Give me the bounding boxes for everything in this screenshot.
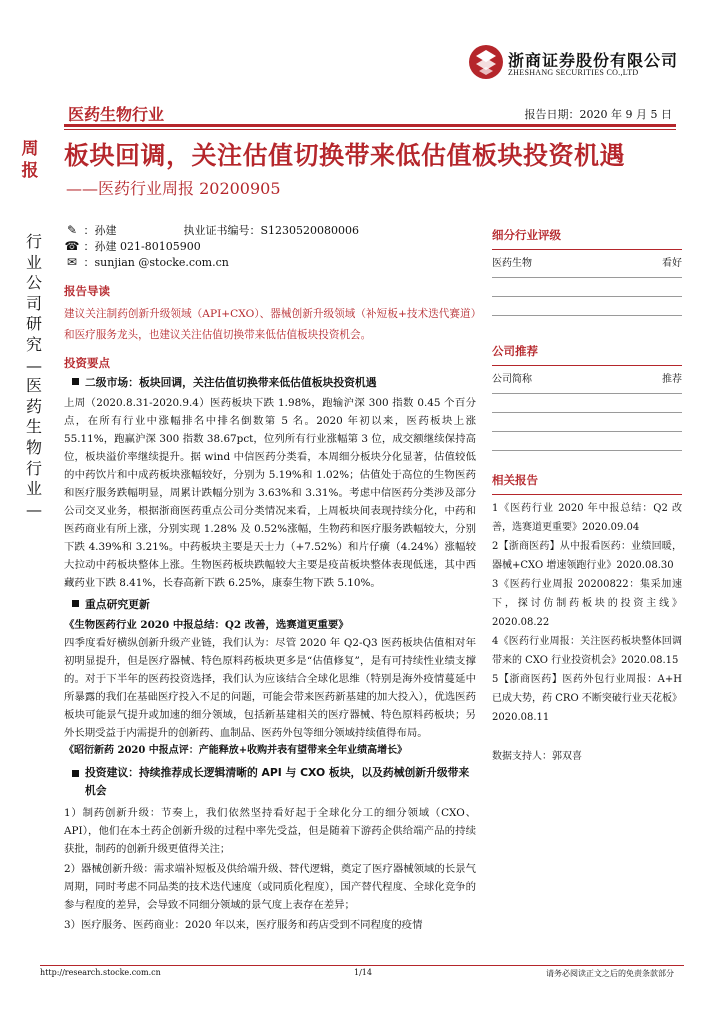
rating-sector: 医药生物 <box>492 258 532 269</box>
advice-item-2: 2）器械创新升级：需求端补短板及供给端升级、替代逻辑，奠定了医疗器械领域的长景气周期，同时考虑不同品类的技术迭代速度（或同质化程度），国产替代程度、全球化竞争的参与程度的差异，会导致不同细分领域的景气度上表存在差异； <box>64 863 476 911</box>
pen-icon: ✎ <box>66 223 78 237</box>
bullet-research <box>64 596 476 614</box>
recommend-line-4 <box>492 450 682 451</box>
bullet-square-icon <box>72 600 79 607</box>
bullet-market-title: 二级市场：板块回调，关注估值切换带来低估值板块投资机遇 <box>85 376 377 389</box>
bullet-advice <box>64 764 476 800</box>
bullet-advice-title: 投资建议：持续推荐成长逻辑清晰的 API 与 CXO 板块，以及药械创新升级带来机会 <box>85 766 470 797</box>
bullet-square-icon <box>72 770 79 777</box>
related-rule <box>492 494 682 495</box>
guide-text: 建议关注制药创新升级领域（API+CXO）、器械创新升级领域（补短板+技术迭代赛道）和医疗服务龙头，也建议关注估值切换带来低估值板块投资机会。 <box>64 308 476 341</box>
mail-icon: ✉ <box>66 255 78 269</box>
related-heading: 相关报告 <box>492 473 538 487</box>
report-date: 报告日期：2020 年 9 月 5 日 <box>524 108 672 121</box>
company-logo-icon <box>468 44 504 80</box>
right-column <box>492 226 682 766</box>
weekly-tag: 周报 <box>21 139 39 181</box>
footer-rule <box>40 965 684 966</box>
rating-line-3 <box>492 315 682 316</box>
header-rule-thin <box>64 129 676 130</box>
points-heading: 投资要点 <box>64 356 110 370</box>
recommend-line-3 <box>492 431 682 432</box>
research-sub-1: 《生物医药行业 2020 中报总结：Q2 改善，选赛道更重要》 <box>64 619 349 631</box>
related-report-4[interactable]: 4《医药行业周报：关注医药板块整体回调带来的 CXO 行业投资机会》2020.08.15 <box>492 636 682 666</box>
analyst-email-row <box>64 254 229 270</box>
page-number: 1/14 <box>354 968 372 977</box>
recommend-header-row <box>492 370 682 389</box>
header-rule <box>64 124 676 127</box>
analyst-name: ：孙建 <box>83 224 117 237</box>
report-subtitle: ——医药行业周报 20200905 <box>66 179 281 198</box>
footer-disclaimer: 请务必阅读正文之后的免责条款部分 <box>546 969 674 978</box>
bullet-square-icon <box>72 378 79 385</box>
advice-item-3: 3）医疗服务、医药商业：2020 年以来，医疗服务和药店受到不同程度的疫情 <box>64 919 423 931</box>
phone-icon: ☎ <box>64 239 80 253</box>
market-text: 上周（2020.8.31-2020.9.4）医药板块下跌 1.98%，跑输沪深 300 指数 0.45 个百分点，在所有行业中涨幅排名中排名倒数第 5 名。2020 年初以来，医药板块上涨 55.11%，跑赢沪深 300 指数 38.67pct，位列所有行业涨幅第 3 位，成交额继续保持高位，板块溢价率继续提升。据 wind 中信医药分类看，本周细分板块分化显著，估值较低的中药饮片和中成药板块涨幅较好，分别为 5.19%和 1.02%；估值处于高位的生物医药和医疗服务跌幅明显，周累计跌幅分别为 3.63%和 3.31%。考虑中信医药分类涉及部分公司交叉业务，根据浙商医药重点公司分类情况来看，上周板块间表现持续分化，中药和医药商业有所上涨，分别实现 1.28% 及 0.52%涨幅，生物药和医疗服务跌幅较大，分别下跌 4.39%和 3.21%。中药板块主要是天士力（+7.52%）和片仔癀（4.24%）涨幅较大拉动中药板块整体上涨。生物医药板块跌幅较大主要是疫苗板块整体表现低迷，其中西藏药业下跌 8.41%，长春高新下跌 6.25%，康泰生物下跌 5.10%。 <box>64 397 476 589</box>
data-support: 数据支持人：郭双喜 <box>492 751 582 762</box>
related-report-3[interactable]: 3《医药行业周报 20200822：集采加速下，探讨仿制药板块的投资主线》2020.08.22 <box>492 579 682 628</box>
recommend-line-2 <box>492 412 682 413</box>
analyst-cert: 执业证书编号：S1230520080006 <box>183 224 360 237</box>
rating-line-1 <box>492 277 682 278</box>
analyst-email[interactable]: ：sunjian @stocke.com.cn <box>83 256 229 269</box>
analyst-row <box>64 222 359 238</box>
recommend-rule <box>492 365 682 366</box>
industry-label: 医药生物行业 <box>68 105 165 124</box>
analyst-phone: ：孙建 021-80105900 <box>83 240 201 253</box>
related-report-1[interactable]: 1《医药行业 2020 年中报总结：Q2 改善，选赛道更重要》2020.09.04 <box>492 503 682 533</box>
research-sub-2: 《昭衍新药 2020 中报点评：产能释放+收购并表有望带来全年业绩高增长》 <box>64 745 408 756</box>
guide-heading: 报告导读 <box>64 284 110 298</box>
main-column <box>64 282 476 934</box>
related-report-5[interactable]: 5【浙商医药】医药外包行业周报：A+H 已成大势，药 CRO 不断突破行业天花板》2020.08.11 <box>492 674 682 723</box>
rating-row <box>492 254 682 273</box>
recommend-col-rating: 推荐 <box>662 374 682 385</box>
footer-url[interactable]: http://research.stocke.com.cn <box>40 968 161 977</box>
recommend-line-1 <box>492 393 682 394</box>
rating-rule <box>492 249 682 250</box>
rating-value: 看好 <box>662 258 682 269</box>
advice-item-1: 1）制药创新升级：节奏上，我们依然坚持看好起于全球化分工的细分领域（CXO、API），他们在本土药企创新升级的过程中率先受益，但是随着下游药企供给端产品的持续获批，制药的创新升级更值得关注； <box>64 807 476 855</box>
rating-line-2 <box>492 296 682 297</box>
company-name-cn: 浙商证券股份有限公司 <box>508 51 679 70</box>
bullet-market <box>64 374 476 392</box>
research-text: 四季度看好横纵创新升级产业链，我们认为：尽管 2020 年 Q2-Q3 医药板块估值相对年初明显提升，但是医疗器械、特色原料药板块更多是“估值修复”，是有可持续性业绩支撑的。对于下半年的医药投资选择，我们认为应该结合全球化思维（特别是海外疫情蔓延中所暴露的我们在基础医疗投入不足的问题，可能会带来医药新基建的加大投入），优选医药板块可能景气提升或加速的细分领域，包括新基建相关的医疗器械、特色原料药板块；另外长期受益于内需提升的创新药、血制品、医药外包等细分领域持续值得布局。 <box>64 637 476 739</box>
analyst-phone-row <box>64 238 201 254</box>
recommend-heading: 公司推荐 <box>492 344 538 358</box>
rating-heading: 细分行业评级 <box>492 228 561 242</box>
recommend-col-name: 公司简称 <box>492 374 532 385</box>
related-report-2[interactable]: 2【浙商医药】从中报看医药：业绩回暖，器械+CXO 增速领跑行业》2020.08.30 <box>492 541 682 571</box>
report-title: 板块回调，关注估值切换带来低估值板块投资机遇 <box>64 141 626 170</box>
vertical-category: 行业公司研究—医药生物行业— <box>25 232 42 519</box>
company-name-en: ZHESHANG SECURITIES CO.,LTD <box>508 68 639 77</box>
bullet-research-title: 重点研究更新 <box>85 598 150 611</box>
